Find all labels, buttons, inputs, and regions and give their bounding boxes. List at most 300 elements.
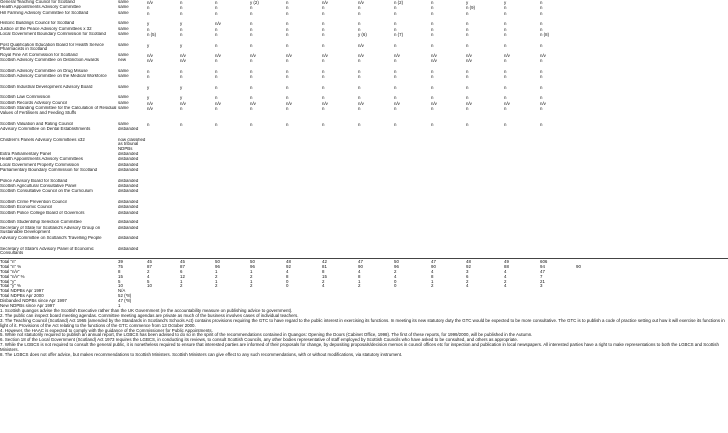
value-cell: n [215,5,218,11]
status-cell: same [118,106,129,111]
value-cell: n (5) [147,32,157,38]
value-cell: n [215,26,218,32]
footnote: 3. The Teaching Council (Scotland) Act 1965 (amended by the Standards in Scotland's Schools Act) contains provisions requiring the GTC to have regard to the public interest in exercising its functions. In meeting its new statutory duty the GTC would be expected to be more consultative. The GTC is to publish a code of practice setting out how it will exercise its functions in light of it. Provisions of the Act relating to the functions of the GTC commence from 13 October 2000. [0,317,725,328]
value-cell: n [286,0,289,5]
totals-value: 8 [358,273,361,279]
value-cell: n [322,32,325,38]
value-cell: n [540,68,543,74]
value-cell: n [466,95,469,101]
totals-value: 47 [431,259,436,265]
value-cell: n [250,84,253,90]
totals-value: 90 [358,263,363,269]
status-cell: same [118,95,129,100]
value-cell: n/v [215,53,221,59]
body-name: Justice of the Peace Advisory Committees x 32 [0,26,92,31]
body-name: Scottish Crime Prevention Council [0,199,67,204]
footnote: 8. The LGBCS does not offer advice, but makes recommendations to Scottish Ministers. Scottish Ministers can give effect to any such recommendations, with or without modifications, via statutory instrument. [0,351,403,357]
totals-value: 0 [394,278,397,284]
value-cell: n/v [322,0,328,5]
value-cell: n [466,84,469,90]
value-cell: n [286,21,289,27]
value-cell: n [394,5,397,11]
value-cell: n [215,42,218,48]
status-cell: new [118,58,127,63]
value-cell: n/v [358,42,364,48]
value-cell: n [540,58,543,64]
value-cell: n [504,10,507,16]
status-cell: same [118,5,129,10]
value-cell: n [504,95,507,101]
value-cell: n [286,5,289,11]
totals-value: 21 [540,278,545,284]
value-cell: n [358,121,361,127]
value-cell: n [504,32,507,38]
value-cell: n [180,26,183,32]
totals-value: 1 [431,278,434,284]
ndpb-summary [0,288,728,308]
totals-label: Total "n/v" [0,268,20,274]
status-cell: disbanded [118,205,139,210]
value-cell: n [322,42,325,48]
value-cell: n/v [147,0,153,5]
totals-value: 81 [322,263,327,269]
totals-value: 606 [540,259,548,265]
totals-value: 4 [358,268,361,274]
totals-value: 2 [322,278,325,284]
value-cell: n/v [394,100,400,106]
body-name: Extra Parliamentary Panel [0,152,52,157]
value-cell: n [180,106,183,112]
value-cell: n [322,84,325,90]
table-row [0,106,728,122]
value-cell: n [147,26,150,32]
table-row [0,32,728,43]
value-cell: n/v [180,100,186,106]
body-name: Health Appointments Advisory Committee [0,5,81,10]
value-cell: n (2) [394,0,404,5]
value-cell: n/v [286,100,292,106]
body-name: Scottish Economic Council [0,205,52,210]
value-cell: n [394,10,397,16]
value-cell: n [540,121,543,127]
totals-value: 4 [504,273,507,279]
value-cell: n [431,106,434,112]
status-cell: disbanded [118,246,139,251]
totals-value: 3 [540,283,543,289]
body-name: Scottish Industrial Development Advisory Board [0,84,93,89]
value-cell: n [215,95,218,101]
value-cell: n [466,106,469,112]
value-cell: n [286,26,289,32]
value-cell: n [215,84,218,90]
value-cell: n [394,42,397,48]
totals-value: 48 [466,259,471,265]
totals-value: 75 [118,263,123,269]
value-cell: n [250,106,253,112]
value-cell: n [394,84,397,90]
value-cell: n [322,10,325,16]
value-cell: n [466,68,469,74]
totals-value: 96 [250,263,255,269]
value-cell: n [431,84,434,90]
value-cell: n [147,5,150,11]
value-cell: n [358,106,361,112]
table-row [0,127,728,138]
totals-value: 47 [540,268,545,274]
value-cell: n [147,10,150,16]
totals-value: 90 [431,263,436,269]
value-cell: n [540,26,543,32]
value-cell: n [180,74,183,80]
status-cell: same [118,68,129,73]
totals-value: 10 [118,283,123,289]
totals-value: 2 [250,273,253,279]
value-cell: n/v [322,100,328,106]
value-cell: n [358,95,361,101]
value-cell: n (8) [540,32,550,38]
value-cell: n [250,68,253,74]
table-row [0,58,728,69]
value-cell: n [431,121,434,127]
value-cell: n [431,5,434,11]
status-cell: same [118,74,129,79]
value-cell: n [466,21,469,27]
totals-value: 4 [466,283,469,289]
body-name: General Teaching Council for Scotland [0,0,75,4]
value-cell: n/v [250,53,256,59]
value-cell: n [322,58,325,64]
table-row [0,236,728,247]
status-cell: disbanded [118,157,139,162]
value-cell: n (7) [394,32,404,38]
value-cell: n [250,5,253,11]
value-cell: n [250,95,253,101]
totals-value: 96 [394,263,399,269]
totals-value: 45 [180,259,185,265]
value-cell: n/v [286,53,292,59]
totals-value: 2 [466,278,469,284]
value-cell: n [322,74,325,80]
body-name: Advisory Committee on Dental Establishments [0,127,91,132]
value-cell: n [394,68,397,74]
totals-value: 7 [540,273,543,279]
value-cell: n [431,42,434,48]
value-cell: y (6) [358,32,367,38]
totals-value: 4 [322,283,325,289]
totals-value: 6 [180,268,183,274]
value-cell: n [358,5,361,11]
totals-label: Total "n" % [0,263,22,269]
body-name: Advisory Committee on Scotland's Travelling People [0,236,102,241]
value-cell: n [394,106,397,112]
value-cell: n [286,95,289,101]
value-cell: n/v [180,58,186,64]
totals-value: 0 [286,278,289,284]
body-name: Scottish Agricultural Consultative Panel [0,184,77,189]
value-cell: n [286,84,289,90]
body-name: Scottish Consultative Council on the Curriculum [0,189,93,194]
totals-value: 2 [147,268,150,274]
value-cell: n [504,68,507,74]
totals-value: 0 [286,283,289,289]
value-cell: n/v [431,53,437,59]
totals-value: 50 [250,259,255,265]
value-cell: n [394,121,397,127]
value-cell: n [540,84,543,90]
status-cell: same [118,84,129,89]
value-cell: n [504,21,507,27]
totals-value: 2 [431,283,434,289]
value-cell: n/v [147,100,153,106]
value-cell: n/v [540,100,546,106]
value-cell: n [250,58,253,64]
value-cell: n (9) [466,5,476,11]
value-cell: n [286,68,289,74]
value-cell: n/v [466,100,472,106]
status-cell: disbanded [118,168,139,173]
totals-value: 4 [286,268,289,274]
value-cell: n [431,21,434,27]
footnote: 5. While not statutorily required to publish an annual report, the LGBCS has been advised to do so in the spirit of the recommendations contained in Quangos: Opening the Doors (Cabinet Office, 1998). The first of these reports, for 1999/2000, will be published in the Autumn. [0,332,533,338]
totals-value: 1 [215,278,218,284]
value-cell: n [358,84,361,90]
summary-value: N/A [118,288,126,294]
totals-value: 47 [358,259,363,265]
value-cell: n/v [431,100,437,106]
value-cell: n [250,42,253,48]
totals-value: 15 [118,273,123,279]
totals-value: 2 [250,283,253,289]
value-cell: n/v [504,100,510,106]
totals-value: 4 [504,268,507,274]
table-row [0,226,728,237]
value-cell: n [504,121,507,127]
totals-value: 92 [286,263,291,269]
status-cell: now classified as tribunal NDPBs [118,137,146,152]
totals-value: 92 [466,263,471,269]
table-row [0,137,728,152]
body-name: Parliamentary Boundary Commission for Scotland [0,168,98,173]
value-cell: y (2) [250,0,259,5]
value-cell: y [180,84,183,90]
value-cell: n/v [540,53,546,59]
value-cell: n [215,68,218,74]
value-cell: n [180,68,183,74]
value-cell: n [466,26,469,32]
value-cell: n [540,10,543,16]
value-cell: n [358,21,361,27]
value-cell: n [322,5,325,11]
value-cell: y [147,21,150,27]
value-cell: n [180,10,183,16]
status-cell: disbanded [118,199,139,204]
value-cell: n [431,10,434,16]
totals-value: 5 [118,278,121,284]
value-cell: n [540,5,543,11]
totals-value: 15 [322,273,327,279]
totals-value: 94 [540,263,545,269]
value-cell: n/v [358,53,364,59]
value-cell: y [147,95,150,101]
status-cell: disbanded [118,225,139,230]
totals-value: 2 [215,283,218,289]
value-cell: y [466,0,469,5]
table-row [0,74,728,85]
value-cell: y [180,42,183,48]
table-row [0,85,728,96]
body-name: Historic Buildings Council for Scotland [0,21,75,26]
totals-value: 50 [394,259,399,265]
body-name: Scottish Law Commission [0,95,51,100]
totals-value: 49 [504,259,509,265]
value-cell: n [394,21,397,27]
status-cell: disbanded [118,127,139,132]
status-cell: disbanded [118,220,139,225]
value-cell: n [504,5,507,11]
value-cell: n [322,121,325,127]
value-cell: n [286,74,289,80]
value-cell: n [540,21,543,27]
value-cell: n [504,74,507,80]
value-cell: n/v [466,53,472,59]
value-cell: n [431,32,434,38]
value-cell: n/v [466,58,472,64]
value-cell: n/v [147,53,153,59]
body-name: Scottish Valuation and Rating Council [0,121,74,126]
value-cell: n [431,0,434,5]
footnote: 1. Scottish quangos advise the Scottish Executive rather than the UK Government (re the accountability measure on publishing advice to government). [0,308,293,314]
body-name: Scottish Advisory Committee on Distinction Awards [0,58,99,63]
value-cell: n [358,74,361,80]
table-row [0,11,728,22]
totals-value: 8 [286,273,289,279]
value-cell: n [540,42,543,48]
value-cell: n [540,0,543,5]
value-cell: n [215,74,218,80]
value-cell: y [180,95,183,101]
body-name: Local Government Property Commission [0,162,80,167]
totals-value: 48 [286,259,291,265]
value-cell: n/v [358,100,364,106]
status-cell: same [118,32,129,37]
totals-value: 8 [118,268,121,274]
value-cell: n [322,106,325,112]
footnote: 2. The public can inspect board meeting agendas. Committee meeting agendas are private as much of the business involves cases of individual teachers. [0,313,299,319]
body-name: Secretary of State for Scotland's Advisory Group on Sustainable Development [0,225,101,235]
value-cell: n/v [358,0,364,5]
status-cell: same [118,42,129,47]
value-cell: n [358,26,361,32]
value-cell: n [358,58,361,64]
footnote: 6. Section 18 of the Local Government (Scotland) Act 1973 requires the LGBCS, in conducting its reviews, to consult Scottish Councils, any other bodies representative of staff employed by Scottish Councils who have asked to be consulted, and others as appropriate. [0,337,519,343]
summary-label: Total NDPBs Apr 1997 [0,288,44,294]
value-cell: n [431,26,434,32]
value-cell: n [504,84,507,90]
value-cell: n [394,95,397,101]
totals-value: 90 [576,263,581,269]
value-cell: n [215,10,218,16]
value-cell: n [286,58,289,64]
summary-value: 52 (*8) [118,293,132,299]
totals-value: 2 [394,268,397,274]
summary-label: New NDPBs since Apr 1997 [0,303,55,309]
value-cell: y [504,0,507,5]
value-cell: n [322,26,325,32]
footnote: 7. While the LGBCS is not required to consult the general public, it is nonetheless required to ensure that interested parties are informed of their proposals for change, by depositing proposals/decision memos in council offices etc for inspection and publication in local newspapers. All interested parties have a right to make representations to both the LGBCS and Scottish Ministers. [0,341,719,352]
body-name: Royal Fine Art Commission for Scotland [0,53,78,58]
value-cell: n/v [394,53,400,59]
totals-value: 2 [215,273,218,279]
totals-value: 8 [431,273,434,279]
totals-value: 4 [147,273,150,279]
totals-value: 4 [504,283,507,289]
value-cell: n/v [215,21,221,27]
value-cell: n [431,74,434,80]
status-cell: disbanded [118,162,139,167]
body-name: Police Advisory Board for Scotland [0,178,68,183]
value-cell: n [147,68,150,74]
value-cell: n [180,0,183,5]
value-cell: n [180,32,183,38]
totals-value: 96 [215,263,220,269]
value-cell: n/v [147,106,153,112]
body-name: Scottish Records Advisory Council [0,100,67,105]
totals-value: 87 [147,263,152,269]
totals-label: Total "n" [0,259,17,265]
value-cell: n [215,58,218,64]
body-name: Scottish Police College Board of Governors [0,210,85,215]
value-cell: y [147,42,150,48]
status-cell: disbanded [118,236,139,241]
totals-value: 2 [358,283,361,289]
value-cell: n/v [147,58,153,64]
totals-value: 50 [215,259,220,265]
body-name: Post Qualification Education Board for Health Service Pharmacists in Scotland [0,42,104,52]
value-cell: n [431,68,434,74]
value-cell: n [250,26,253,32]
summary-value: 1 [118,303,121,309]
status-cell: disbanded [118,184,139,189]
totals-label: Total "y" [0,278,16,284]
status-cell: same [118,53,129,58]
value-cell: y [147,84,150,90]
value-cell: n [147,74,150,80]
value-cell: n [394,74,397,80]
value-cell: n [180,121,183,127]
body-name: Scottish Studentship Selection Committee [0,220,82,225]
table-row [0,189,728,200]
value-cell: n [540,106,543,112]
body-name: Children's Panels Advisory Committees x32 [0,137,85,142]
value-cell: n [466,42,469,48]
value-cell: n/v [215,100,221,106]
footnotes [0,309,728,357]
value-cell: n [286,121,289,127]
value-cell: n [466,121,469,127]
status-cell: same [118,0,129,4]
value-cell: n [250,21,253,27]
value-cell: n [250,74,253,80]
value-cell: n [466,74,469,80]
table-row [0,168,728,179]
value-cell: n [215,106,218,112]
value-cell: n [504,106,507,112]
value-cell: n [504,26,507,32]
value-cell: n [250,32,253,38]
value-cell: n [215,0,218,5]
totals-value: 1 [250,268,253,274]
status-cell: same [118,121,129,126]
